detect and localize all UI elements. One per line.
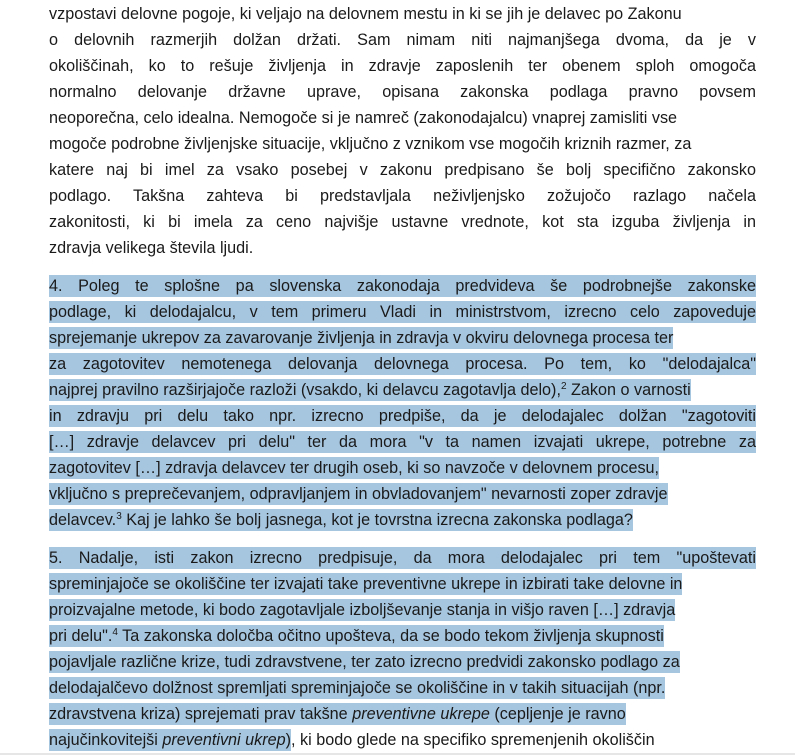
selection-highlight: [49, 729, 291, 751]
paragraph-line: okoliščinah, ko to rešuje življenja in zdravje zaposlenih ter obenem sploh omogoča: [49, 57, 756, 75]
paragraph-line: katere naj bi imel za vsako posebej v zakonu predpisano še bolj specifično zakonsko: [49, 161, 756, 179]
selection-highlight: pojavljale različne krize, tudi zdravstvene, ter zato izrecno predvidi zakonsko podlago za: [49, 653, 680, 671]
selected-paragraph-line[interactable]: [49, 727, 756, 753]
selection-highlight: proizvajalne metode, ki bodo zagotavljale izboljševanje stanja in višjo raven […] zdravja: [49, 601, 676, 619]
selection-highlight: 4. Poleg te splošne pa slovenska zakonodaja predvideva še podrobnejše zakonske: [49, 277, 756, 295]
selected-paragraph-line[interactable]: [49, 481, 756, 507]
paragraph-line: vzpostavi delovne pogoje, ki veljajo na delovnem mestu in ki se jih je delavec po Zakonu: [49, 5, 682, 23]
selection-highlight: vključno s preprečevanjem, odpravljanjem in obvladovanjem" nevarnosti zoper zdravje: [49, 485, 668, 503]
selected-paragraph-line[interactable]: [49, 325, 756, 351]
text-run: Ta zakonska določba očitno upošteva, da se bodo tekom življenja skupnosti: [117, 627, 664, 645]
italic-text: preventivni ukrep: [162, 731, 286, 749]
selected-paragraph-line[interactable]: [49, 403, 756, 429]
selected-paragraph-line[interactable]: [49, 273, 756, 299]
selection-highlight: [49, 625, 664, 647]
selection-highlight: sprejemanje ukrepov za zavarovanje življenja in zdravja v okviru delovnega procesa ter: [49, 329, 674, 347]
selection-highlight: 5. Nadalje, isti zakon izrecno predpisuje, da mora delodajalec pri tem "upoštevati: [49, 549, 756, 567]
paragraph-line: normalno delovanje državne uprave, opisana zakonska podlaga pravno povsem: [49, 83, 756, 101]
selected-paragraph-line[interactable]: [49, 351, 756, 377]
selection-highlight: delodajalčevo dolžnost spremljati spreminjajoče se okoliščine in v takih situacijah (npr.: [49, 679, 666, 697]
selected-paragraph-line[interactable]: [49, 649, 756, 675]
footnote-marker[interactable]: 4: [112, 627, 118, 638]
text-run: Kaj je lahko še bolj jasnega, kot je tovrstna izrecna zakonska podlaga?: [121, 511, 633, 529]
text-run: Zakon o varnosti: [566, 381, 691, 399]
selected-paragraph-line[interactable]: [49, 377, 756, 403]
paragraph-line: mogoče podrobne življenjske situacije, vključno z vznikom vse mogočih kriznih razmer, za: [49, 135, 692, 153]
footnote-marker[interactable]: 2: [560, 381, 567, 392]
selection-highlight: […] zdravje delavcev pri delu" ter da mora "v ta namen izvajati ukrepe, potrebne za: [49, 433, 756, 451]
selected-paragraph-line[interactable]: [49, 429, 756, 455]
text-run: najprej pravilno razširjajoče razloži (vsakdo, ki delavcu zagotavlja delo),: [49, 381, 561, 399]
paragraph-line: neoporečna, celo idealna. Nemogoče si je namreč (zakonodajalcu) vnaprej zamisliti vse: [49, 109, 678, 127]
selection-highlight: podlage, ki delodajalcu, v tem primeru Vladi in ministrstvom, izrecno celo zapoveduje: [49, 303, 756, 321]
italic-text: preventivne ukrepe: [352, 705, 490, 723]
selection-highlight: [49, 703, 626, 725]
selected-paragraph-line[interactable]: [49, 299, 756, 325]
text-run: (cepljenje je ravno: [489, 705, 626, 723]
text-run: , ki bodo glede na specifiko spremenjenih okoliščin: [291, 731, 655, 749]
text-run: zdravstvena kriza) sprejemati prav takšne: [49, 705, 353, 723]
selection-highlight: [49, 379, 691, 401]
paragraph-line: zdravja velikega števila ljudi.: [49, 239, 254, 257]
selection-highlight: za zagotovitev nemotenega delovanja delovnega procesa. Po tem, ko "delodajalca": [49, 355, 756, 373]
text-run: pri delu".: [49, 627, 113, 645]
selection-highlight: zagotovitev […] zdravja delavcev ter drugih oseb, ki so navzoče v delovnem procesu,: [49, 459, 660, 477]
selection-highlight: [49, 509, 633, 531]
selected-paragraph-line[interactable]: [49, 455, 756, 481]
selected-paragraph-line[interactable]: [49, 675, 756, 701]
selected-paragraph-line[interactable]: [49, 623, 756, 649]
selected-paragraph-line[interactable]: [49, 701, 756, 727]
paragraph-line: o delovnih razmerjih dolžan držati. Sam nimam niti najmanjšega dvoma, da je v: [49, 31, 756, 49]
selected-paragraph-line[interactable]: [49, 571, 756, 597]
footnote-marker[interactable]: 3: [116, 511, 122, 522]
text-run: najučinkovitejši: [49, 731, 163, 749]
paragraph-line: podlago. Takšna zahteva bi predstavljala neživljenjsko zožujočo razlago načela: [49, 187, 756, 205]
selection-highlight: spreminjajoče se okoliščine ter izvajati take preventivne ukrepe in izbirati take delovne in: [49, 575, 683, 593]
text-run: delavcev.: [49, 511, 117, 529]
text-run: ): [285, 731, 292, 749]
selection-highlight: in zdravju pri delu tako npr. izrecno predpiše, da je delodajalec dolžan "zagotoviti: [49, 407, 756, 425]
selected-paragraph-line[interactable]: [49, 597, 756, 623]
paragraph-line: zakonitosti, ki bi imela za ceno najvišje ustavne vrednote, kot sta izguba življenja in: [49, 213, 756, 231]
selected-paragraph-line[interactable]: [49, 545, 756, 571]
selected-paragraph-line[interactable]: [49, 507, 756, 533]
